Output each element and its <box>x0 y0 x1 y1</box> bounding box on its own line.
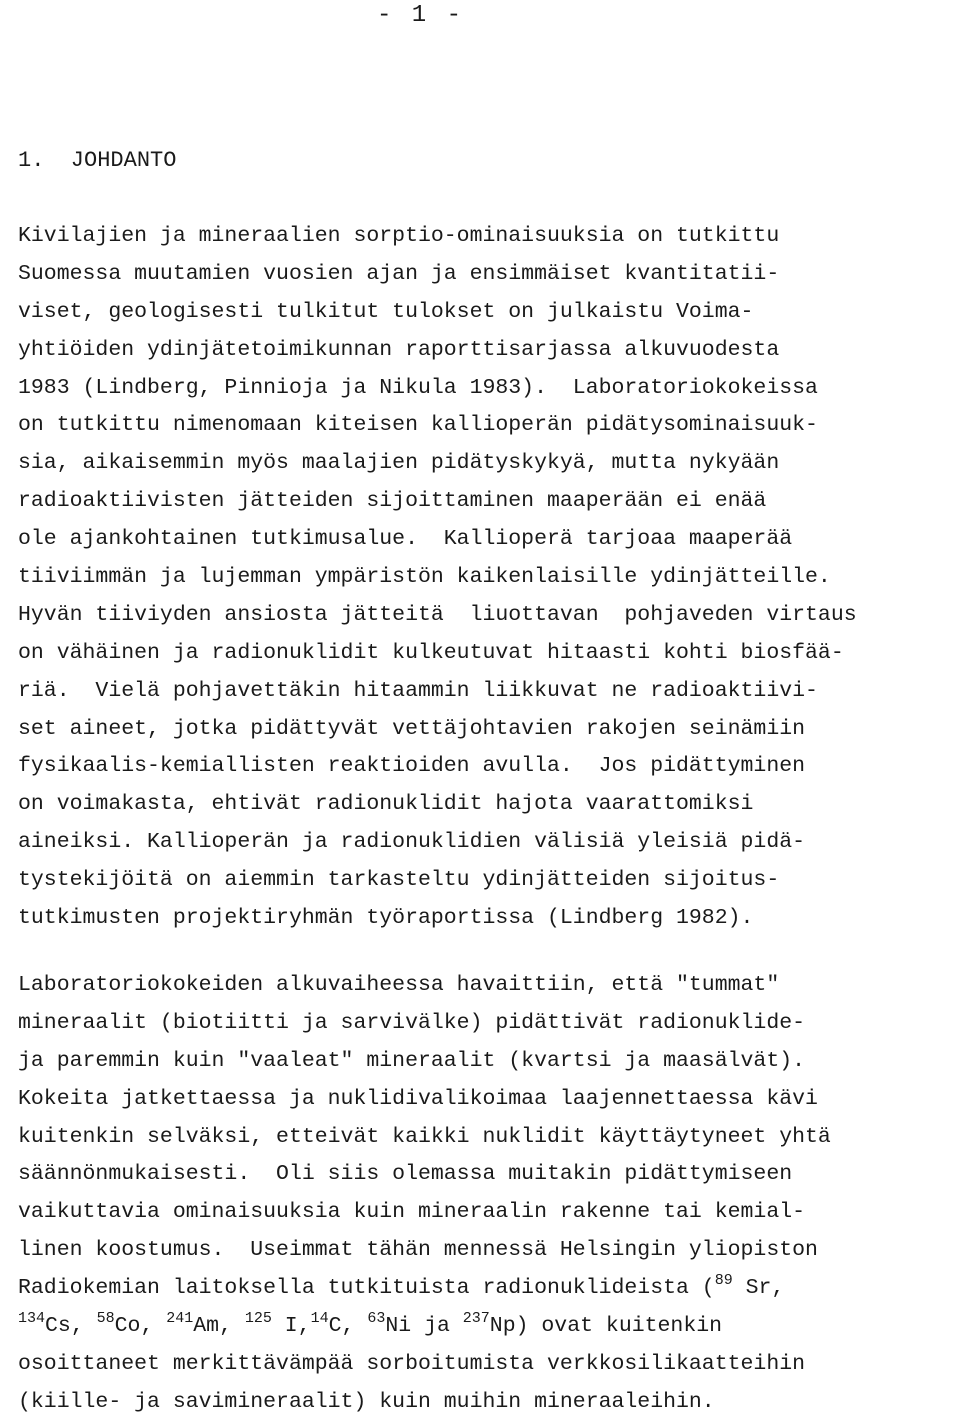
isotope-mass-c: 14 <box>310 1310 329 1328</box>
text-line: säännönmukaisesti. Oli siis olemassa muitakin pidättymiseen <box>18 1162 793 1187</box>
isotope-mass-np: 237 <box>462 1310 490 1328</box>
text-line: set aineet, jotka pidättyvät vettäjohtavien rakojen seinämiin <box>18 716 806 741</box>
text-line: aineiksi. Kallioperän ja radionuklidien välisiä yleisiä pidä- <box>18 830 806 855</box>
text-line: tystekijöitä on aiemmin tarkasteltu ydinjätteiden sijoitus- <box>18 868 780 893</box>
isotope-symbol-cs: Cs, <box>45 1314 97 1339</box>
isotope-mass-co: 58 <box>96 1310 115 1328</box>
paragraph-intro <box>18 218 960 938</box>
text-line: tutkimusten projektiryhmän työraportissa (Lindberg 1982). <box>18 906 754 931</box>
isotope-symbol-c: C, <box>328 1314 368 1339</box>
text-line: fysikaalis-kemiallisten reaktioiden avulla. Jos pidättyminen <box>18 754 806 779</box>
text-line: 1983 (Lindberg, Pinnioja ja Nikula 1983). Laboratoriokokeissa <box>18 375 818 400</box>
text-line: linen koostumus. Useimmat tähän mennessä Helsingin yliopiston <box>18 1238 818 1263</box>
nuclide-line-prefix: Radiokemian laitoksella tutkituista radionuklideista ( <box>18 1276 715 1301</box>
isotope-symbol-np: Np) ovat kuitenkin <box>489 1314 723 1339</box>
text-line: Hyvän tiiviyden ansiosta jätteitä liuottavan pohjaveden virtaus <box>18 602 857 627</box>
text-line: mineraalit (biotiitti ja sarvivälke) pidättivät radionuklide- <box>18 1010 806 1035</box>
text-line: Kokeita jatkettaessa ja nuklidivalikoimaa laajennettaessa kävi <box>18 1086 818 1111</box>
nuclide-line <box>18 1270 960 1308</box>
isotope-mass-i: 125 <box>244 1310 272 1328</box>
text-line: viset, geologisesti tulkitut tulokset on julkaistu Voima- <box>18 299 754 324</box>
text-line: vaikuttavia ominaisuuksia kuin mineraalin rakenne tai kemial- <box>18 1200 806 1225</box>
isotope-line <box>18 1308 960 1346</box>
isotope-symbol-am: Am, <box>193 1314 245 1339</box>
text-line: sia, aikaisemmin myös maalajien pidätyskykyä, mutta nykyään <box>18 451 780 476</box>
text-line: riä. Vielä pohjavettäkin hitaammin liikkuvat ne radioaktiivi- <box>18 678 818 703</box>
text-line: on tutkittu nimenomaan kiteisen kallioperän pidätysominaisuuk- <box>18 413 818 438</box>
text-line: Kivilajien ja mineraalien sorptio-ominaisuuksia on tutkittu <box>18 224 780 248</box>
text-line: ja paremmin kuin "vaaleat" mineraalit (kvartsi ja maasälvät). <box>18 1048 806 1073</box>
text-line: osoittaneet merkittävämpää sorboitumista verkkosilikaatteihin <box>18 1351 806 1376</box>
isotope-mass-ni: 63 <box>367 1310 386 1328</box>
text-line: tiiviimmän ja lujemman ympäristön kaikenlaisille ydinjätteille. <box>18 565 831 590</box>
text-line: radioaktiivisten jätteiden sijoittaminen maaperään ei enää <box>18 489 767 514</box>
text-line: yhtiöiden ydinjätetoimikunnan raporttisarjassa alkuvuodesta <box>18 337 780 362</box>
isotope-symbol-i: I, <box>271 1314 311 1339</box>
section-heading: 1. JOHDANTO <box>18 148 177 173</box>
isotope-mass-sr: 89 <box>714 1272 733 1290</box>
text-line: Suomessa muutamien vuosien ajan ja ensimmäiset kvantitatii- <box>18 261 780 286</box>
page-number: - 1 - <box>377 2 465 29</box>
text-line: (kiille- ja savimineraalit) kuin muihin mineraaleihin. <box>18 1389 715 1414</box>
isotope-symbol-ni: Ni ja <box>385 1314 463 1339</box>
isotope-mass-cs: 134 <box>18 1310 46 1328</box>
text-line: on voimakasta, ehtivät radionuklidit hajota vaarattomiksi <box>18 792 754 817</box>
isotope-mass-am: 241 <box>166 1310 194 1328</box>
isotope-symbol-sr: Sr, <box>732 1276 785 1301</box>
text-line: ole ajankohtainen tutkimusalue. Kallioperä tarjoaa maaperää <box>18 527 793 552</box>
paragraph-laboratory <box>18 967 960 1422</box>
text-line: Laboratoriokokeiden alkuvaiheessa havaittiin, että "tummat" <box>18 973 780 997</box>
isotope-symbol-co: Co, <box>114 1314 167 1339</box>
text-line: kuitenkin selväksi, etteivät kaikki nuklidit käyttäytyneet yhtä <box>18 1124 831 1149</box>
text-line: on vähäinen ja radionuklidit kulkeutuvat hitaasti kohti biosfää- <box>18 640 844 665</box>
